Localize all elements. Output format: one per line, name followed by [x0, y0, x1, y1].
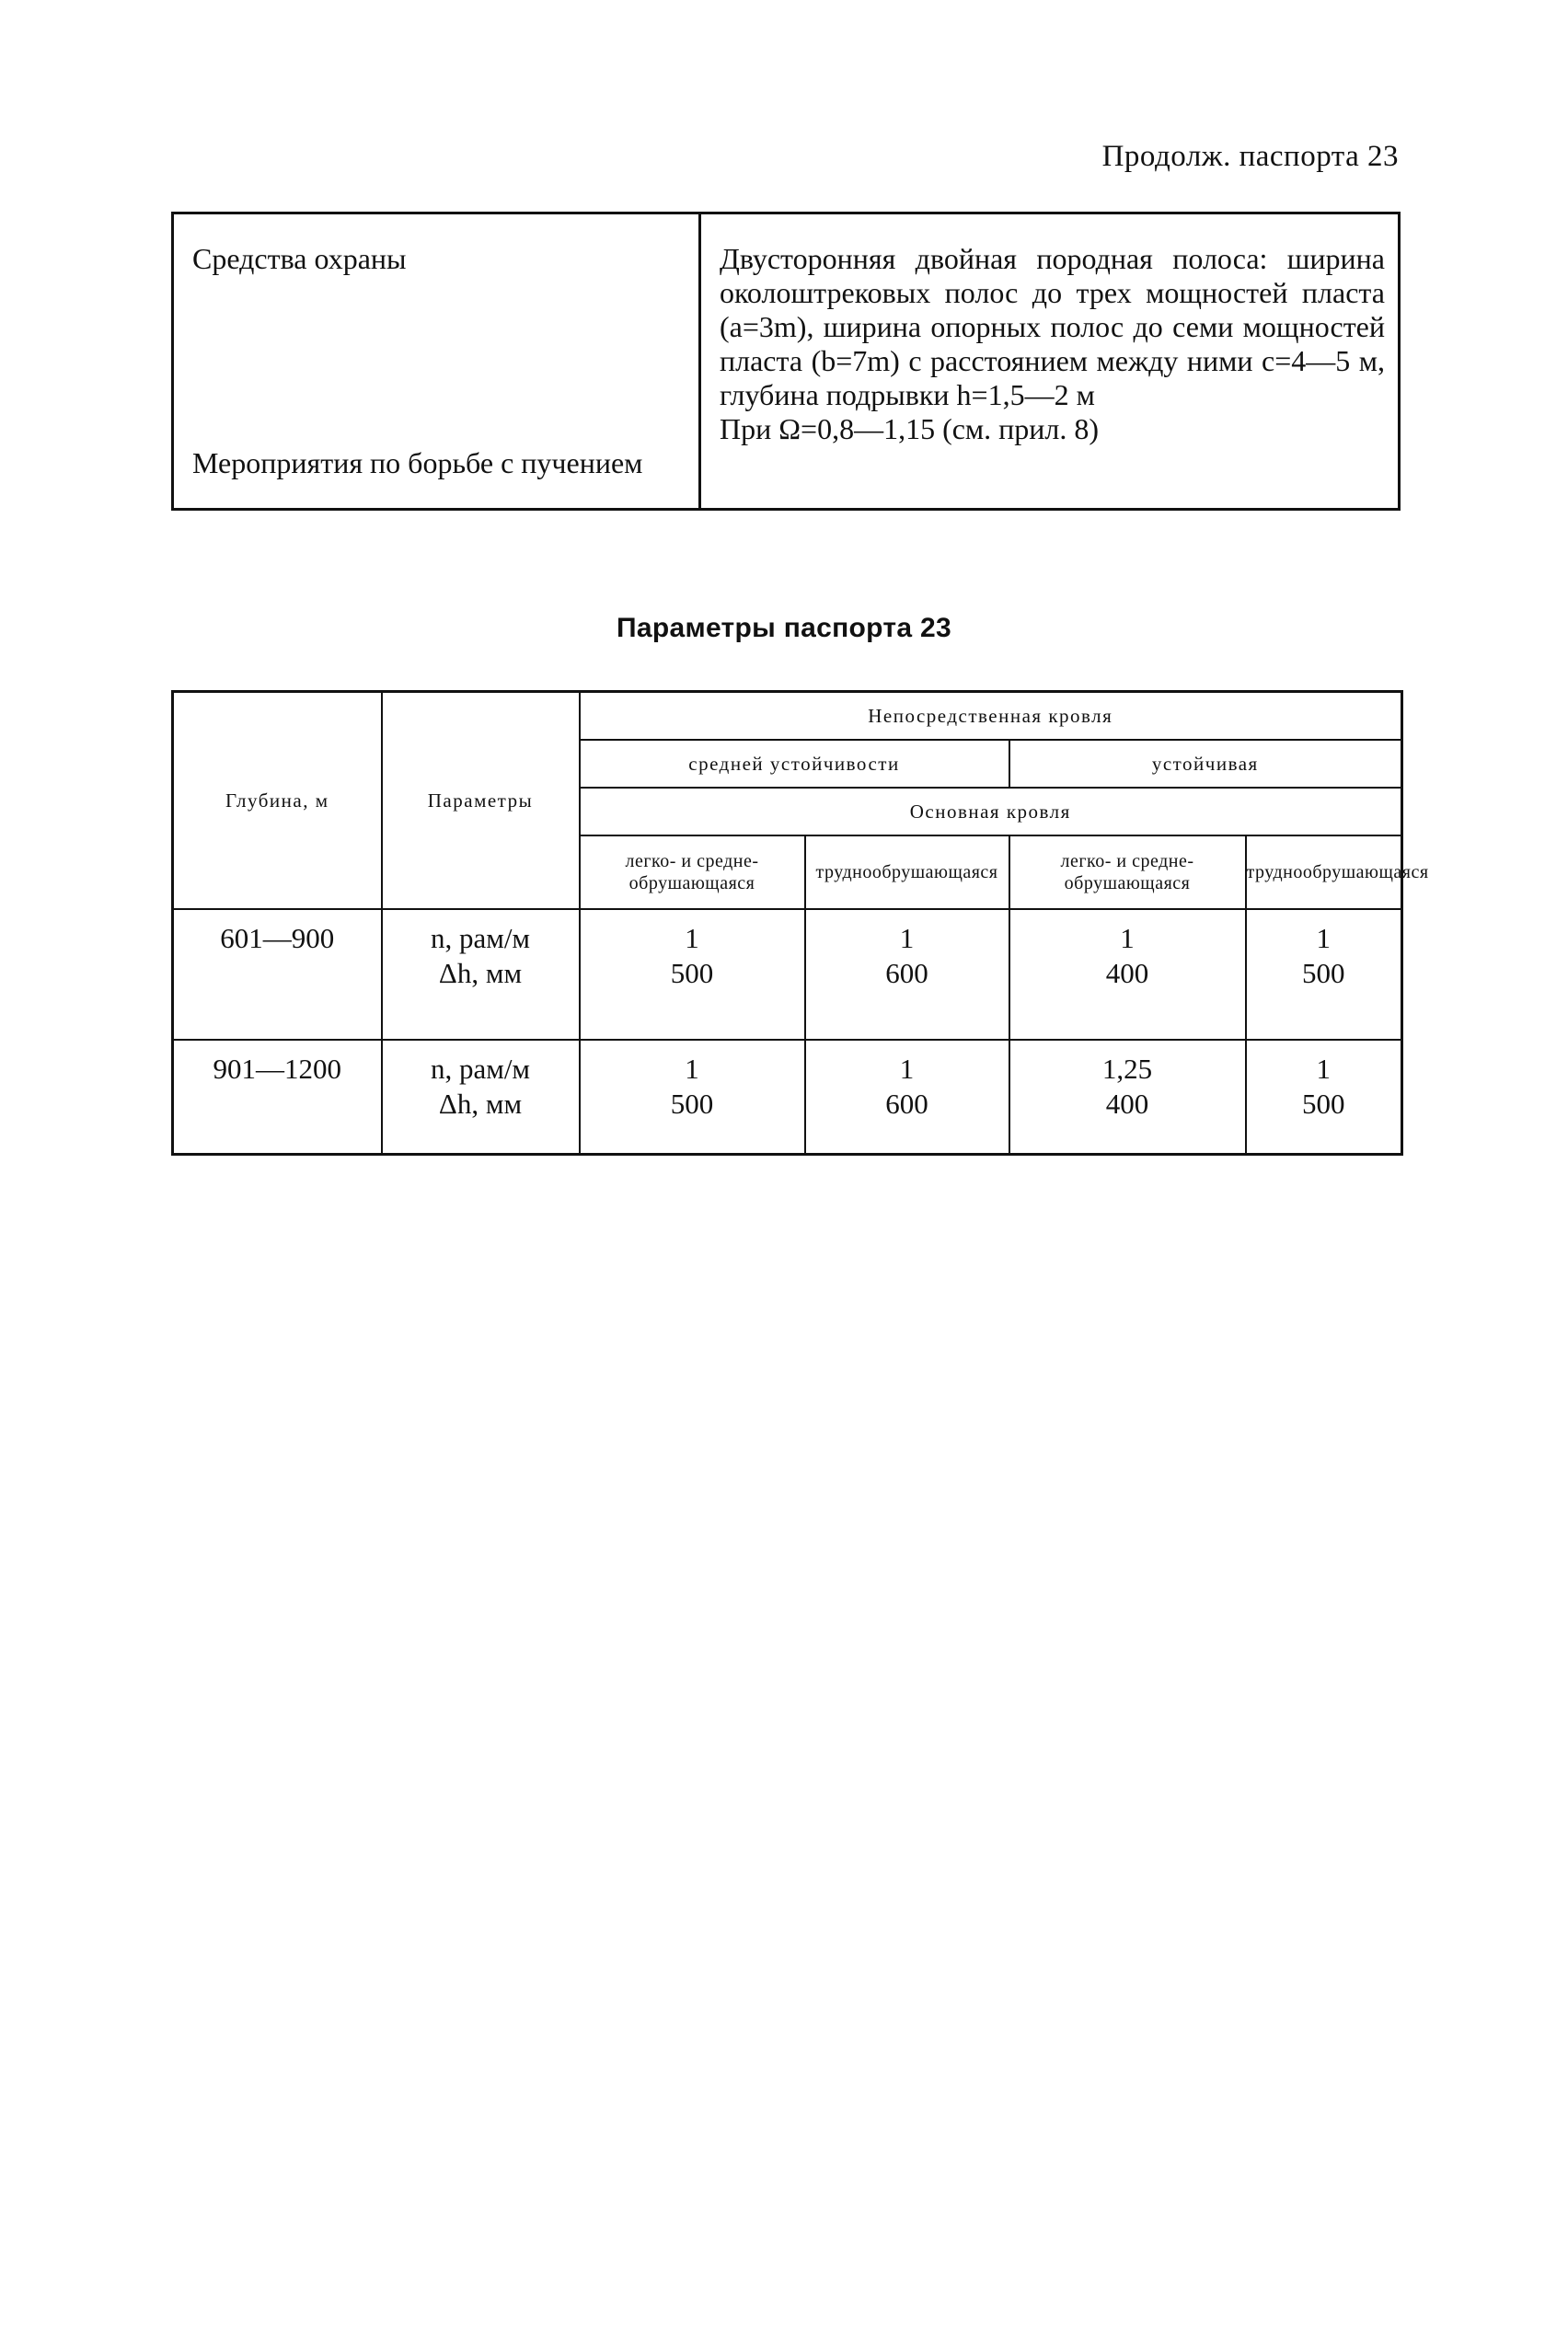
param-dh-label: Δh, мм [438, 957, 523, 989]
row-value-protection: Двусторонняя двойная породная полоса: ширина околоштрековых полос до трех мощностей пласта (a=3m), ширина опорных полос до семи мощностей пласта (b=7m) с расстоянием между ними c=4—5 м, глубина подрывки h=1,5—2 м [720, 242, 1385, 411]
header-easy-medium-1: легко- и средне-обрушающаяся [580, 835, 805, 909]
value-n: 1 [899, 922, 915, 954]
row-label-heaving: Мероприятия по борьбе с пучением [192, 446, 643, 479]
value-n: 1 [899, 1053, 915, 1085]
value-cell [580, 1040, 805, 1155]
row-label-protection: Средства охраны [192, 242, 407, 275]
value-cell [1009, 909, 1246, 1040]
protection-measures-table [171, 212, 1401, 511]
page-header-title: Продолж. паспорта 23 [1101, 140, 1399, 173]
value-n: 1 [685, 1053, 699, 1085]
value-cell [1246, 909, 1402, 1040]
value-dh: 400 [1105, 957, 1149, 989]
header-hard-1: труднообрушающаяся [805, 835, 1009, 909]
params-cell [382, 1040, 580, 1155]
labels-column [173, 213, 700, 510]
header-medium-stability: средней устойчивости [580, 740, 1009, 788]
value-dh: 500 [670, 957, 714, 989]
table-row [173, 1040, 1402, 1155]
row-value-heaving: При Ω=0,8—1,15 (см. прил. 8) [720, 412, 1100, 445]
value-n: 1 [685, 922, 699, 954]
value-cell [580, 909, 805, 1040]
header-stable: устойчивая [1009, 740, 1402, 788]
params-cell [382, 909, 580, 1040]
values-column [700, 213, 1400, 510]
header-easy-medium-2: легко- и средне-обрушающаяся [1009, 835, 1246, 909]
value-cell [1009, 1040, 1246, 1155]
table-row [173, 909, 1402, 1040]
value-dh: 600 [885, 1088, 928, 1120]
value-cell [1246, 1040, 1402, 1155]
value-cell [805, 1040, 1009, 1155]
header-main-roof: Основная кровля [580, 788, 1402, 835]
header-hard-2: труднообрушающаяся [1246, 835, 1402, 909]
value-n: 1 [1316, 1053, 1332, 1085]
value-dh: 500 [670, 1088, 714, 1120]
depth-cell: 601—900 [173, 909, 382, 1040]
value-dh: 400 [1105, 1088, 1149, 1120]
value-n: 1 [1316, 922, 1332, 954]
value-dh: 500 [1302, 1088, 1345, 1120]
depth-cell: 901—1200 [173, 1040, 382, 1155]
table-header-row [173, 692, 1402, 741]
parameters-table [171, 690, 1429, 1156]
value-cell [805, 909, 1009, 1040]
param-dh-label: Δh, мм [438, 1088, 523, 1120]
section-title: Параметры паспорта 23 [617, 613, 951, 643]
header-immediate-roof: Непосредственная кровля [580, 692, 1402, 741]
header-params: Параметры [382, 692, 580, 910]
value-dh: 600 [885, 957, 928, 989]
param-n-label: n, рам/м [430, 922, 531, 954]
table-row [173, 213, 1400, 510]
value-n: 1 [1120, 922, 1135, 954]
value-dh: 500 [1302, 957, 1345, 989]
param-n-label: n, рам/м [430, 1053, 531, 1085]
header-depth: Глубина, м [173, 692, 382, 910]
value-n: 1,25 [1101, 1053, 1153, 1085]
